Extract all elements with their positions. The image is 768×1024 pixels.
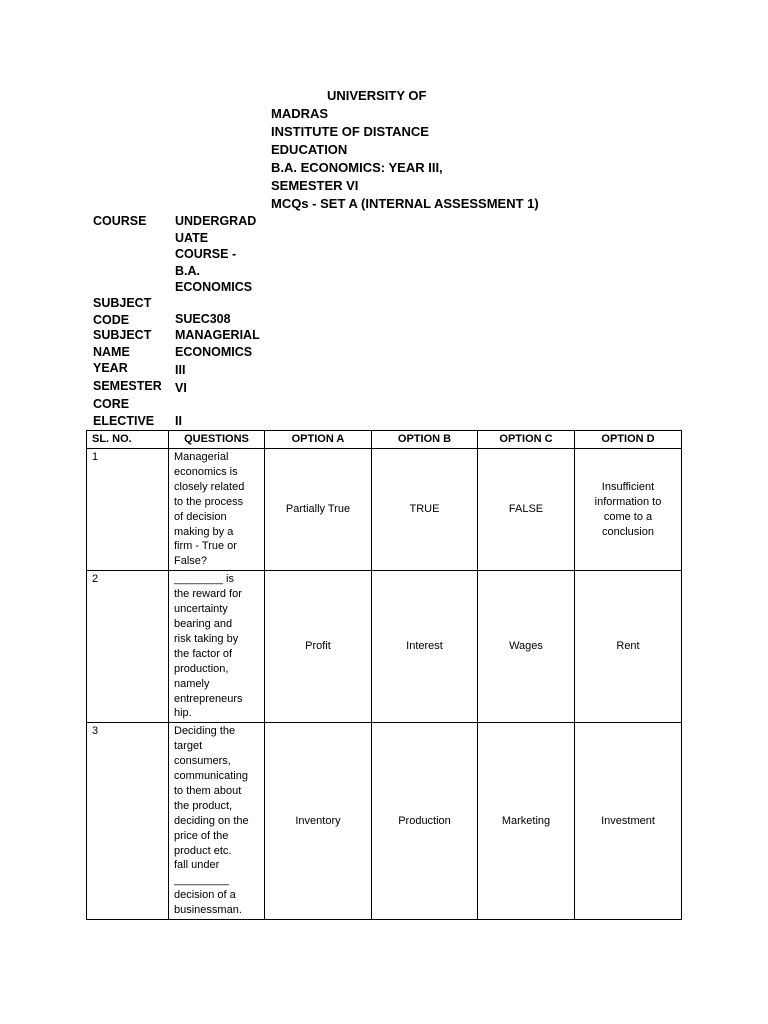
table-row: [87, 449, 682, 571]
document-header: [271, 87, 551, 213]
sl-no-cell: 3: [87, 723, 169, 920]
option-d-cell: Rent: [575, 571, 682, 723]
semester-value: VI: [175, 381, 187, 395]
course-label: COURSE: [93, 214, 147, 228]
header-line-set-title: MCQs - SET A (INTERNAL ASSESSMENT 1): [271, 196, 539, 211]
option-d-cell: Insufficient information to come to a conclusion: [575, 449, 682, 571]
subject-name-value: MANAGERIAL ECONOMICS: [175, 328, 260, 359]
option-c-cell: Marketing: [478, 723, 575, 920]
year-value: III: [175, 363, 186, 377]
option-c-cell: FALSE: [478, 449, 575, 571]
header-line-semester: SEMESTER VI: [271, 178, 359, 193]
sl-no-cell: 2: [87, 571, 169, 723]
course-value: UNDERGRAD UATE COURSE - B.A. ECONOMICS: [175, 214, 257, 294]
header-line-institute: INSTITUTE OF DISTANCE: [271, 124, 429, 139]
option-a-cell: Partially True: [265, 449, 372, 571]
option-b-cell: TRUE: [372, 449, 478, 571]
column-header-sl-no: SL. NO.: [87, 431, 169, 449]
table-row: [87, 571, 682, 723]
header-line-university: UNIVERSITY OF: [327, 88, 427, 103]
column-header-option-c: OPTION C: [478, 431, 575, 449]
header-line-madras: MADRAS: [271, 106, 329, 121]
option-b-cell: Interest: [372, 571, 478, 723]
column-header-option-d: OPTION D: [575, 431, 682, 449]
column-header-option-b: OPTION B: [372, 431, 478, 449]
header-line-education: EDUCATION: [271, 142, 348, 157]
option-b-cell: Production: [372, 723, 478, 920]
semester-label: SEMESTER: [93, 379, 162, 393]
subject-code-value: SUEC308: [175, 312, 231, 326]
question-cell: Managerial economics is closely related to the process of decision making by a firm - True or False?: [169, 449, 265, 571]
sl-no-cell: 1: [87, 449, 169, 571]
question-cell: Deciding the target consumers, communicating to them about the product, deciding on the price of the product etc. fall under _________ decision of a businessman.: [169, 723, 265, 920]
option-a-cell: Inventory: [265, 723, 372, 920]
question-cell: ________ is the reward for uncertainty bearing and risk taking by the factor of production, namely entrepreneurs hip.: [169, 571, 265, 723]
column-header-option-a: OPTION A: [265, 431, 372, 449]
mcq-table: [86, 430, 682, 920]
table-header-row: [87, 431, 682, 449]
core-elective-value: II: [175, 414, 182, 428]
year-label: YEAR: [93, 361, 128, 375]
core-elective-label: CORE ELECTIVE: [93, 397, 155, 428]
column-header-questions: QUESTIONS: [169, 431, 265, 449]
table-row: [87, 723, 682, 920]
subject-code-label: SUBJECT CODE: [93, 296, 152, 327]
option-c-cell: Wages: [478, 571, 575, 723]
option-a-cell: Profit: [265, 571, 372, 723]
subject-name-label: SUBJECT NAME: [93, 328, 152, 359]
header-line-program: B.A. ECONOMICS: YEAR III,: [271, 160, 443, 175]
option-d-cell: Investment: [575, 723, 682, 920]
